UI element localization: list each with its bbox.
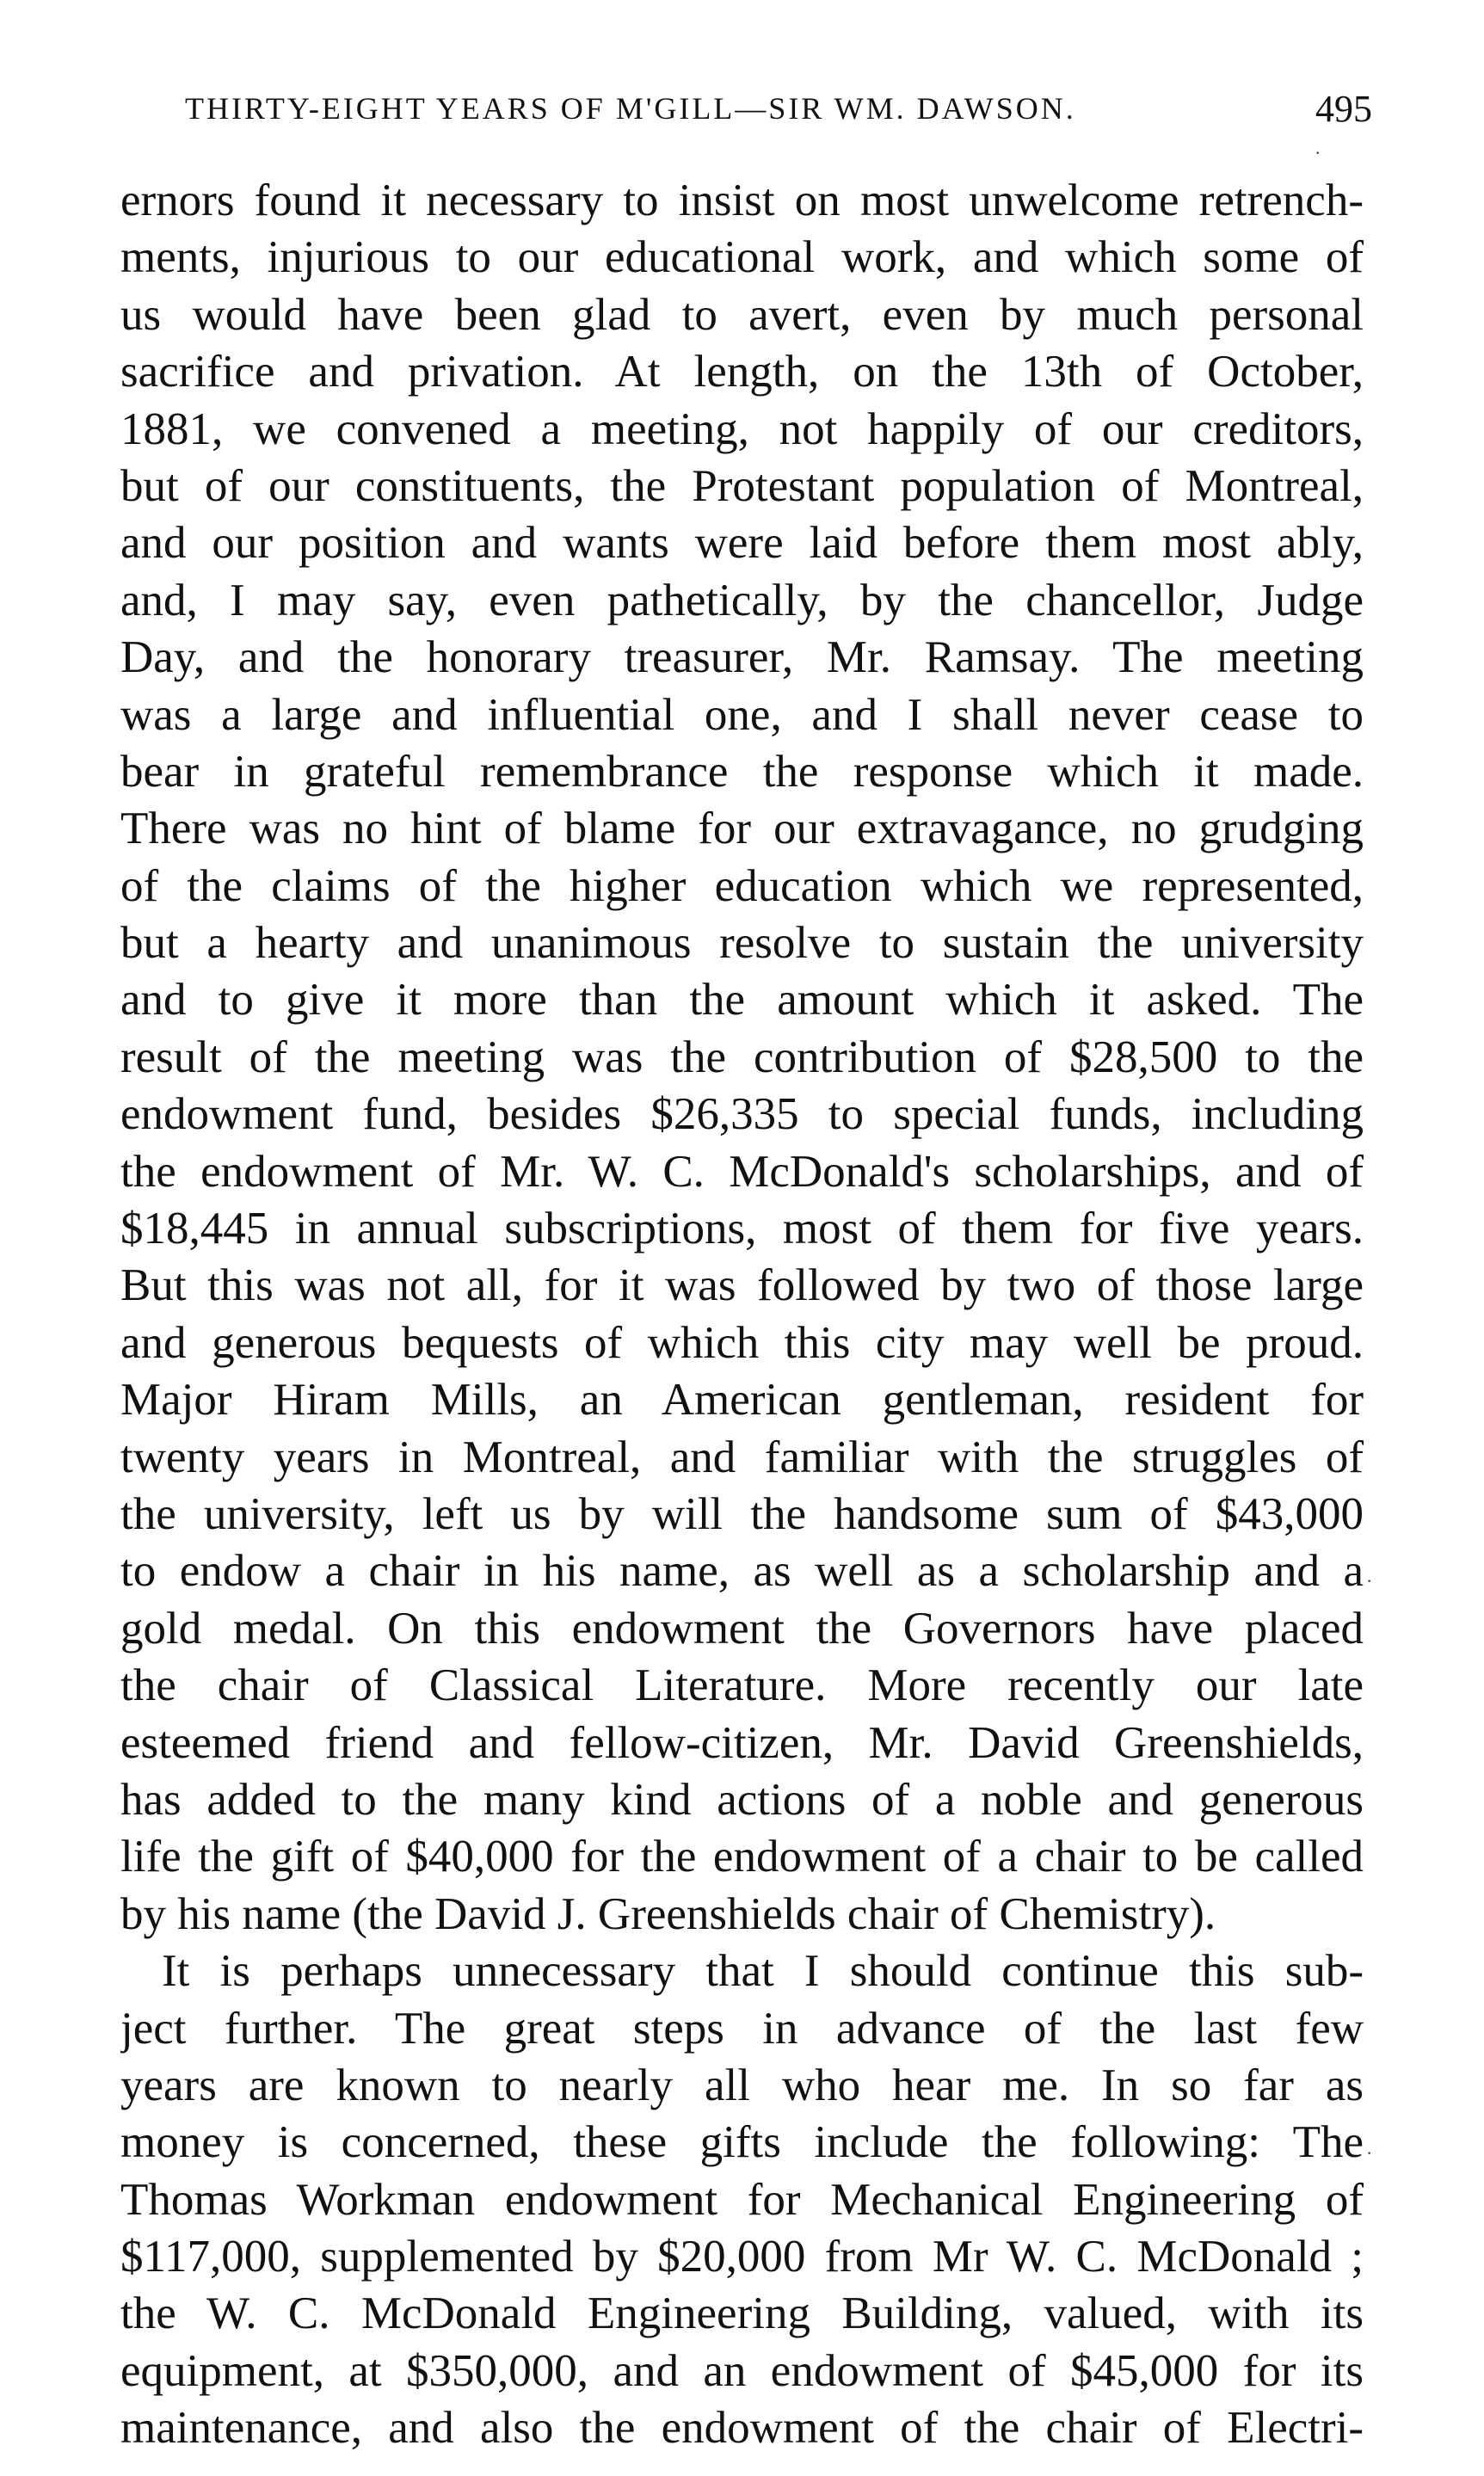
body-text: [120, 172, 1364, 2457]
text-line: Day, and the honorary treasurer, Mr. Ramsay. The meeting: [120, 632, 1364, 683]
text-line: maintenance, and also the endowment of the chair of Electri-: [120, 2403, 1364, 2454]
text-line: esteemed friend and fellow-citizen, Mr. David Greenshields,: [120, 1717, 1364, 1768]
text-line: but of our constituents, the Protestant population of Montreal,: [120, 460, 1364, 511]
text-line: ernors found it necessary to insist on most unwelcome retrench-: [120, 176, 1364, 225]
text-line: equipment, at $350,000, and an endowment of $45,000 for its: [120, 2345, 1364, 2396]
text-line: $117,000, supplemented by $20,000 from Mr W. C. McDonald ;: [120, 2232, 1364, 2282]
text-line: But this was not all, for it was followed by two of those large: [120, 1260, 1364, 1311]
text-line: and generous bequests of which this city may well be proud.: [120, 1317, 1364, 1368]
text-line: and, I may say, even pathetically, by the chancellor, Judge: [120, 575, 1364, 625]
text-line: It is perhaps unnecessary that I should continue this sub-: [162, 1946, 1364, 1997]
text-line: life the gift of $40,000 for the endowment of a chair to be called: [120, 1832, 1364, 1882]
running-head: [159, 90, 1372, 142]
stray-mark: ·: [1315, 142, 1321, 163]
text-line: $18,445 in annual subscriptions, most of them for five years.: [120, 1204, 1364, 1254]
paragraph-2: [120, 1943, 1364, 2457]
text-line: There was no hint of blame for our extravagance, no grudging: [120, 804, 1364, 854]
text-line: ject further. The great steps in advance of the last few: [120, 2003, 1364, 2054]
text-line: the university, left us by will the handsome sum of $43,000: [120, 1488, 1364, 1539]
text-line: 1881, we convened a meeting, not happily of our creditors,: [120, 403, 1364, 454]
text-line: twenty years in Montreal, and familiar with the struggles of: [120, 1432, 1364, 1482]
text-line: gold medal. On this endowment the Governors have placed: [120, 1603, 1364, 1654]
text-line: by his name (the David J. Greenshields chair of Chemistry).: [120, 1888, 1216, 1939]
text-line: us would have been glad to avert, even by much personal: [120, 289, 1364, 340]
text-line: Thomas Workman endowment for Mechanical Engineering of: [120, 2174, 1364, 2225]
text-line: money is concerned, these gifts include the following: The: [120, 2117, 1364, 2168]
text-line: endowment fund, besides $26,335 to special funds, including: [120, 1089, 1364, 1140]
text-line: to endow a chair in his name, as well as a scholarship and a: [120, 1546, 1364, 1597]
running-title: THIRTY-EIGHT YEARS OF M'GILL—SIR WM. DAWSON.: [185, 91, 1076, 126]
text-line: sacrifice and privation. At length, on the 13th of October,: [120, 347, 1364, 397]
text-line: Major Hiram Mills, an American gentleman, resident for: [120, 1375, 1364, 1426]
stray-mark: ·: [1366, 1570, 1373, 1592]
text-line: the W. C. McDonald Engineering Building, valued, with its: [120, 2288, 1364, 2339]
text-line: bear in grateful remembrance the response which it made.: [120, 746, 1364, 797]
text-line: has added to the many kind actions of a noble and generous: [120, 1774, 1364, 1825]
text-line: and our position and wants were laid before them most ably,: [120, 518, 1364, 569]
text-line: and to give it more than the amount which it asked. The: [120, 975, 1364, 1026]
stray-mark: ·: [1366, 2142, 1373, 2164]
text-line: years are known to nearly all who hear me. In so far as: [120, 2060, 1364, 2110]
text-line: the endowment of Mr. W. C. McDonald's scholarships, and of: [120, 1146, 1364, 1197]
text-line: the chair of Classical Literature. More recently our late: [120, 1660, 1364, 1711]
paragraph-1: [120, 172, 1364, 1943]
text-line: of the claims of the higher education which we represented,: [120, 860, 1364, 911]
text-line: ments, injurious to our educational work, and which some of: [120, 232, 1364, 283]
text-line: result of the meeting was the contribution of $28,500 to the: [120, 1032, 1364, 1082]
text-line: was a large and influential one, and I shall never cease to: [120, 689, 1364, 740]
page-number: 495: [1315, 88, 1372, 130]
text-line: but a hearty and unanimous resolve to sustain the university: [120, 918, 1364, 969]
